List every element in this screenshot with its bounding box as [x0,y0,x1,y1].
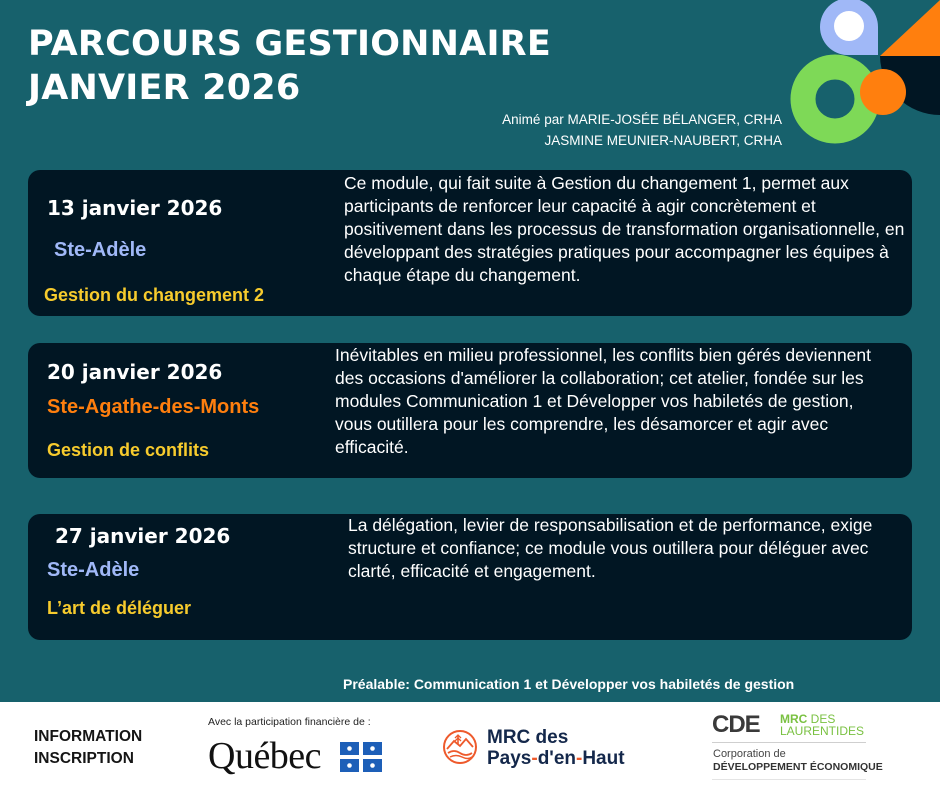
title-line-1: PARCOURS GESTIONNAIRE [28,24,551,64]
session-place: Ste-Agathe-des-Monts [47,396,260,418]
quebec-flag-icon [340,742,382,772]
cde-divider-bottom [712,779,866,780]
session-date: 13 janvier 2026 [47,196,223,220]
session-card-1 [28,170,912,316]
session-description: Inévitables en milieu professionnel, les conflits bien gérés deviennent des occasions d'améliorer la collaboration; cet atelier, fondée sur les modules Communication 1 et Développer vos habiletés de gestion, vous outillera pour les comprendre, les désamorcer et agir avec efficacité. [335,345,872,457]
cde-divider [712,742,866,743]
info-line: INFORMATION [34,728,143,745]
page-title [28,22,551,110]
decorative-shapes [780,0,940,150]
cde-mrc-laurentides: MRC DES LAURENTIDES [780,712,865,738]
funding-caption: Avec la participation financière de : [208,716,371,728]
session-topic: L’art de déléguer [47,598,192,618]
green-ring-shape [803,67,867,131]
facilitator-1: Animé par MARIE-JOSÉE BÉLANGER, CRHA [502,112,782,127]
orange-circle-shape [860,69,906,115]
mrc-line-1: MRC des [487,727,569,748]
white-dot-shape [834,11,864,41]
mrc-pays-d-en-haut-wordmark [487,727,625,769]
session-description: La délégation, levier de responsabilisation et de performance, exige structure et confiance; ce module vous outillera pour déléguer avec clarté, efficacité et engagement. [348,515,873,581]
session-card-3 [28,514,912,640]
session-topic: Gestion de conflits [47,440,210,460]
footer [0,702,940,788]
session-date: 27 janvier 2026 [55,524,231,548]
quebec-logo-wordmark: Québec [208,735,322,777]
mrc-pays-d-en-haut-logo-icon [442,729,478,765]
info-inscription[interactable] [34,726,142,770]
title-line-2: JANVIER 2026 [28,68,301,108]
session-date: 20 janvier 2026 [47,360,223,384]
prerequisite-note: Préalable: Communication 1 et Développer vos habiletés de gestion [343,676,795,692]
cde-corporation-text: Corporation de DÉVELOPPEMENT ÉCONOMIQUE [713,748,883,773]
facilitator-2: JASMINE MEUNIER-NAUBERT, CRHA [544,133,782,148]
session-description: Ce module, qui fait suite à Gestion du changement 1, permet aux participants de renforcer leur capacité à agir concrètement et positivement dans les processus de transformation organisationnelle, en développant des stratégies pratiques pour accompagner les équipes à chaque étape du changement. [344,173,905,285]
mrc-line-2: Pays-d'en-Haut [487,748,625,769]
session-card-2 [28,343,912,478]
session-place: Ste-Adèle [54,239,147,261]
cde-logo-mark: CDE [712,711,760,738]
inscription-line: INSCRIPTION [34,750,134,767]
facilitators [502,109,782,151]
session-topic: Gestion du changement 2 [44,285,265,305]
session-place: Ste-Adèle [47,559,140,581]
orange-triangle-shape [880,0,940,56]
